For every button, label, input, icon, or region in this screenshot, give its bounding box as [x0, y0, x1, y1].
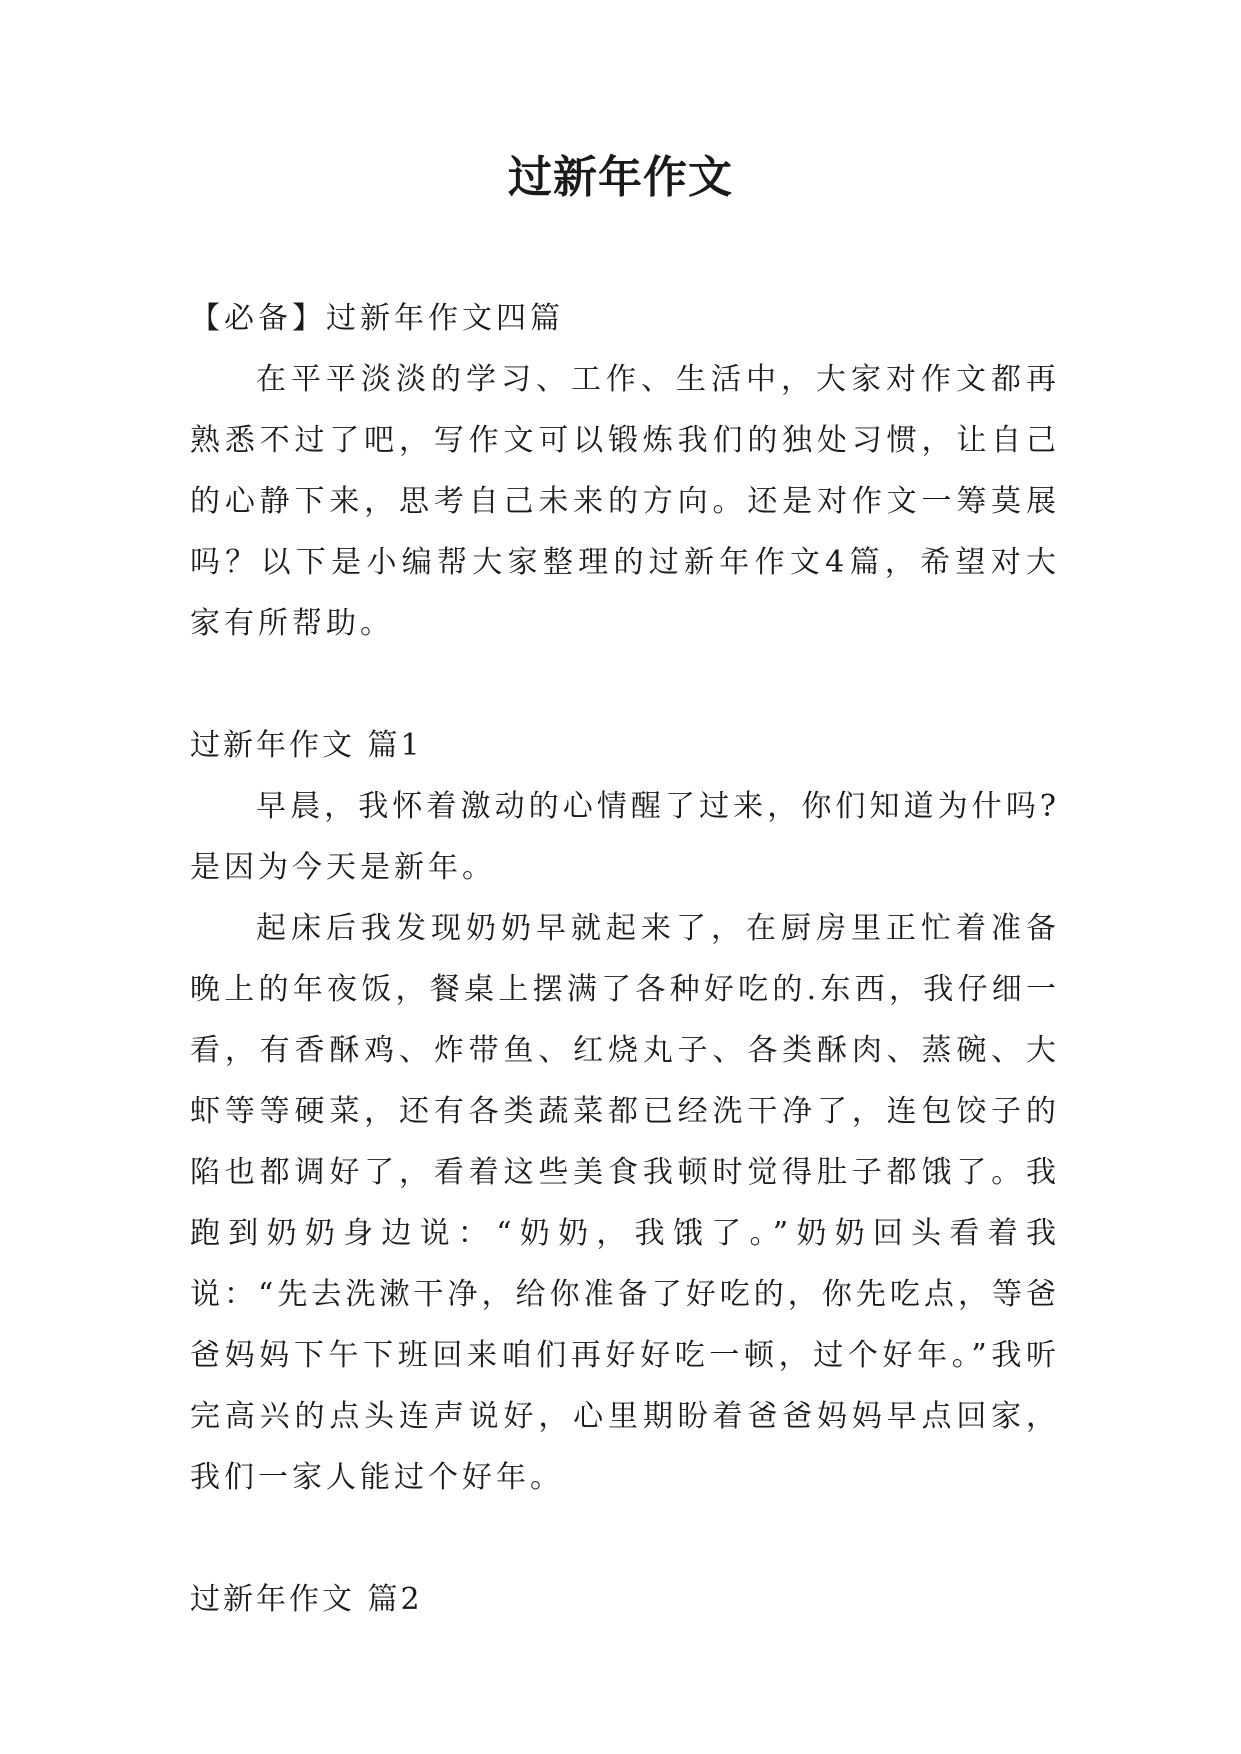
intro-paragraph: 在平平淡淡的学习、工作、生活中，大家对作文都再熟悉不过了吧，写作文可以锻炼我们的独处习惯，让自己的心静下来，思考自己未来的方向。还是对作文一筹莫展吗？以下是小编帮大家整理的过新年作文4篇，希望对大家有所帮助。	[190, 362, 1060, 641]
section-1-paragraph-1: 早晨，我怀着激动的心情醒了过来，你们知道为什吗?是因为今天是新年。	[190, 789, 1060, 885]
section-2-subtitle: 过新年作文 篇2	[190, 1582, 423, 1617]
spacer	[190, 654, 1060, 715]
section-1-paragraph-2: 起床后我发现奶奶早就起来了，在厨房里正忙着准备晚上的年夜饭，餐桌上摆满了各种好吃的.东西，我仔细一看，有香酥鸡、炸带鱼、红烧丸子、各类酥肉、蒸碗、大虾等等硬菜，还有各类蔬菜都已经洗干净了，连包饺子的陷也都调好了，看着这些美食我顿时觉得肚子都饿了。我跑到奶奶身边说：“奶奶，我饿了。”奶奶回头看着我说：“先去洗漱干净，给你准备了好吃的，你先吃点，等爸爸妈妈下午下班回来咱们再好好吃一顿，过个好年。”我听完高兴的点头连声说好，心里期盼着爸爸妈妈早点回家，我们一家人能过个好年。	[190, 911, 1060, 1495]
document-body	[190, 288, 1060, 1630]
document-heading: 【必备】过新年作文四篇	[190, 301, 564, 336]
section-1-subtitle: 过新年作文 篇1	[190, 728, 423, 763]
document-title: 过新年作文	[508, 152, 733, 203]
spacer	[190, 1508, 1060, 1569]
